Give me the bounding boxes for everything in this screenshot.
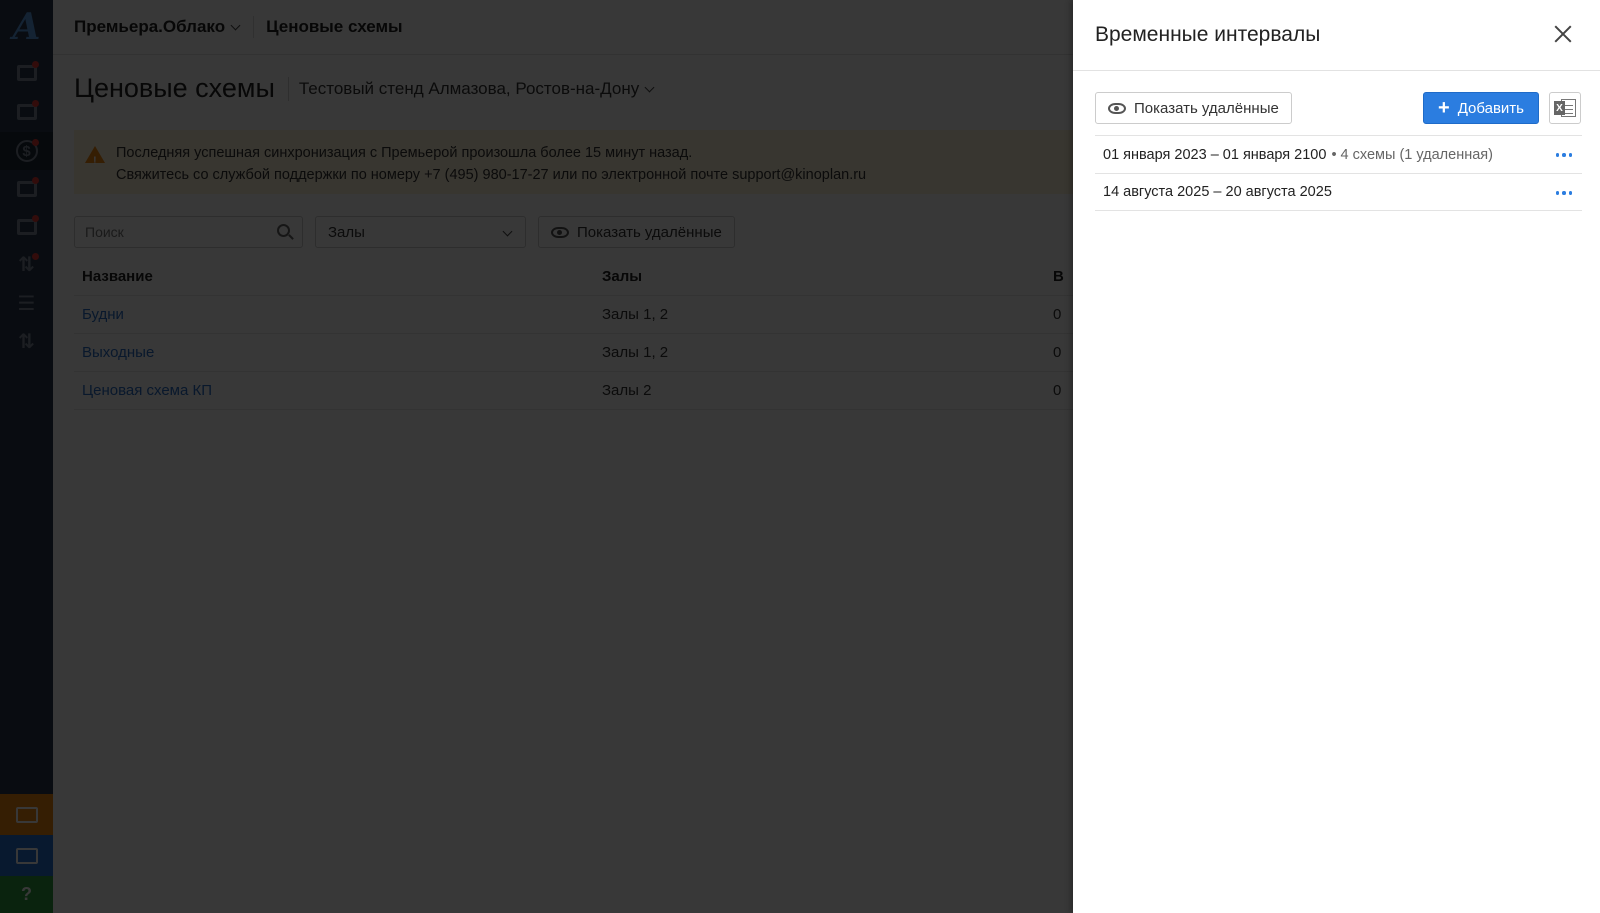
excel-icon xyxy=(1554,98,1576,118)
close-icon[interactable] xyxy=(1552,23,1574,45)
panel-show-deleted-button[interactable] xyxy=(1095,92,1292,124)
show-deleted-label: Показать удалённые xyxy=(1134,99,1279,117)
interval-meta: • 4 схемы (1 удаленная) xyxy=(1331,146,1493,163)
panel-title: Временные интервалы xyxy=(1095,23,1321,46)
interval-range: 01 января 2023 – 01 января 2100 xyxy=(1103,146,1327,163)
panel-toolbar xyxy=(1095,92,1582,125)
more-actions-icon[interactable] xyxy=(1556,191,1573,195)
list-item[interactable] xyxy=(1095,173,1582,211)
export-excel-button[interactable] xyxy=(1549,92,1581,124)
time-intervals-panel xyxy=(1073,0,1600,913)
more-actions-icon[interactable] xyxy=(1556,153,1573,157)
excel-badge: X xyxy=(1554,101,1565,115)
eye-icon xyxy=(1108,103,1126,114)
interval-range: 14 августа 2025 – 20 августа 2025 xyxy=(1103,184,1332,200)
intervals-list xyxy=(1095,135,1582,211)
add-label: Добавить xyxy=(1457,99,1524,117)
panel-header xyxy=(1073,0,1600,71)
plus-icon: + xyxy=(1438,97,1450,119)
list-item[interactable] xyxy=(1095,135,1582,173)
add-interval-button[interactable] xyxy=(1423,92,1539,124)
